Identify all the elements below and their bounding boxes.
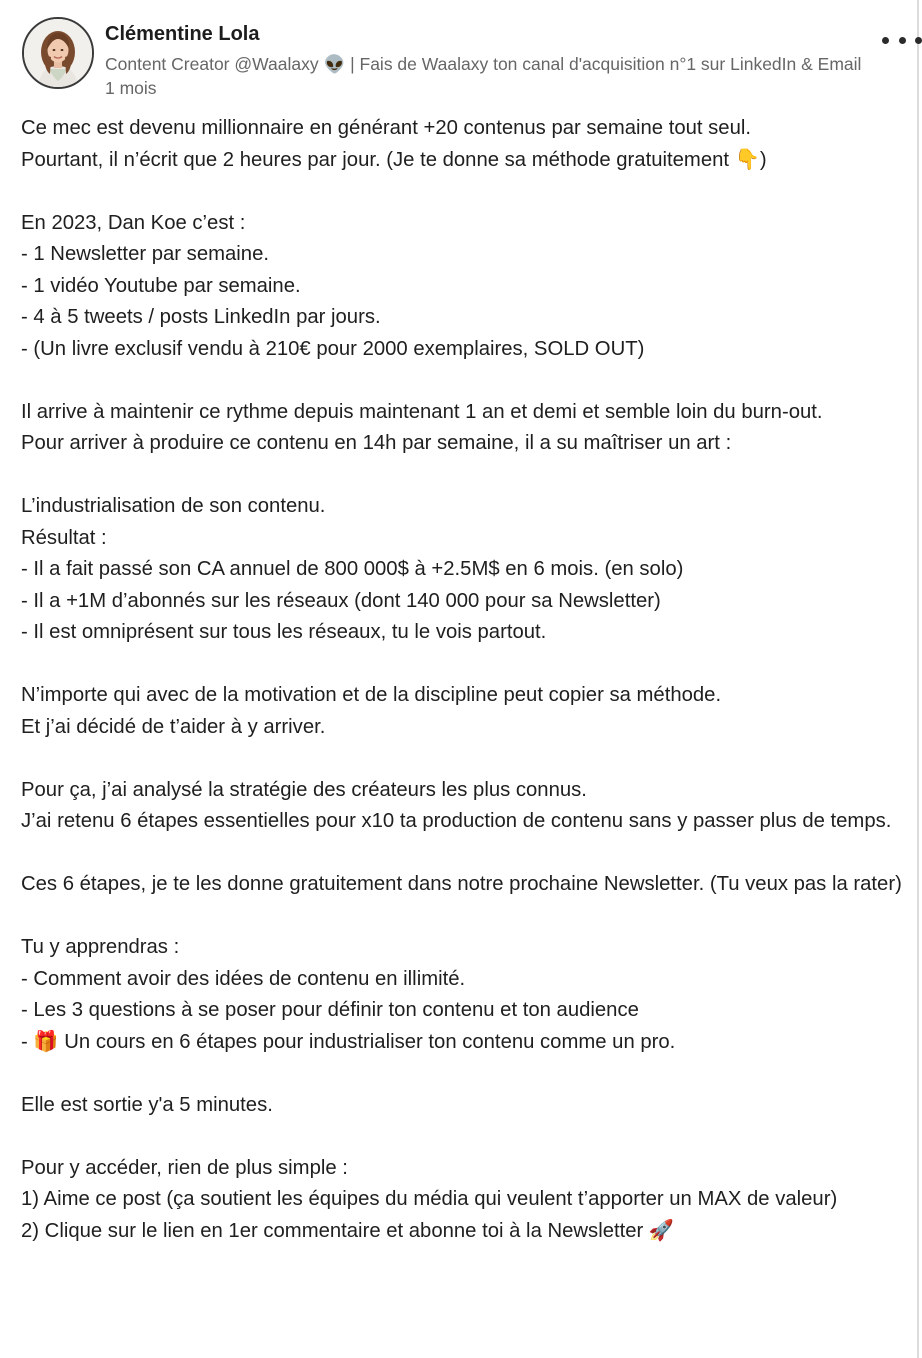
blank-line [21, 365, 905, 397]
post-text-line: Et j’ai décidé de t’aider à y arriver. [21, 715, 326, 738]
post-text-line: Pour ça, j’ai analysé la stratégie des créateurs les plus connus. [21, 778, 587, 801]
blank-line [21, 649, 905, 681]
post-text-line: - Il a +1M d’abonnés sur les réseaux (dont 140 000 pour sa Newsletter) [21, 589, 661, 612]
blank-line [21, 743, 905, 775]
author-headline: Content Creator @Waalaxy 👽 | Fais de Waalaxy ton canal d'acquisition n°1 sur LinkedIn & Email [105, 54, 862, 74]
more-horizontal-icon [899, 37, 906, 44]
post-text-line: En 2023, Dan Koe c’est : [21, 211, 246, 234]
profile-photo [24, 19, 92, 87]
more-horizontal-icon [882, 37, 889, 44]
blank-line [21, 838, 905, 870]
post-text-line: - Comment avoir des idées de contenu en illimité. [21, 967, 466, 990]
more-horizontal-icon [915, 37, 922, 44]
more-options-button[interactable] [882, 33, 922, 57]
post-timestamp: 1 mois [105, 78, 157, 98]
author-name[interactable]: Clémentine Lola [105, 23, 260, 45]
post-body [21, 113, 905, 1247]
blank-line [21, 460, 905, 492]
post-text-line: J’ai retenu 6 étapes essentielles pour x10 ta production de contenu sans y passer plus de temps. [21, 810, 892, 832]
post-text-line: - Il a fait passé son CA annuel de 800 000$ à +2.5M$ en 6 mois. (en solo) [21, 558, 684, 580]
post-text-line: Pourtant, il n’écrit que 2 heures par jour. (Je te donne sa méthode gratuitement 👇) [21, 148, 767, 171]
post-text-line: - Il est omniprésent sur tous les réseaux, tu le vois partout. [21, 621, 547, 643]
post-text-line: Pour arriver à produire ce contenu en 14h par semaine, il a su maîtriser un art : [21, 432, 732, 454]
post-text-line: Pour y accéder, rien de plus simple : [21, 1156, 348, 1179]
post-text-line: L’industrialisation de son contenu. [21, 495, 326, 517]
post-header [22, 17, 902, 99]
blank-line [21, 1121, 905, 1153]
post-text-line: N’importe qui avec de la motivation et de la discipline peut copier sa méthode. [21, 684, 722, 706]
post-text-line: - 🎁 Un cours en 6 étapes pour industrialiser ton contenu comme un pro. [21, 1030, 676, 1053]
post-text-line: 2) Clique sur le lien en 1er commentaire et abonne toi à la Newsletter 🚀 [21, 1219, 675, 1242]
post-text-line: Il arrive à maintenir ce rythme depuis maintenant 1 an et demi et semble loin du burn-out. [21, 400, 823, 423]
blank-line [21, 176, 905, 208]
post-text-line: Ce mec est devenu millionnaire en générant +20 contenus par semaine tout seul. [21, 117, 752, 139]
post-text-line: Ces 6 étapes, je te les donne gratuitement dans notre prochaine Newsletter. (Tu veux pas la rater) [21, 873, 902, 895]
post-text-line: Elle est sortie y'a 5 minutes. [21, 1093, 273, 1116]
blank-line [21, 901, 905, 933]
post-text-line: - (Un livre exclusif vendu à 210€ pour 2000 exemplaires, SOLD OUT) [21, 337, 645, 360]
post-text-line: Résultat : [21, 526, 107, 549]
avatar[interactable] [22, 17, 94, 89]
blank-line [21, 1058, 905, 1090]
post-text-line: Tu y apprendras : [21, 936, 180, 958]
post-text-line: - 1 vidéo Youtube par semaine. [21, 274, 301, 297]
post-text-line: 1) Aime ce post (ça soutient les équipes du média qui veulent t’apporter un MAX de valeur) [21, 1188, 838, 1210]
post-text-line: - 1 Newsletter par semaine. [21, 243, 269, 265]
post-text-line: - Les 3 questions à se poser pour définir ton contenu et ton audience [21, 999, 639, 1021]
post-text-line: - 4 à 5 tweets / posts LinkedIn par jours. [21, 306, 381, 328]
